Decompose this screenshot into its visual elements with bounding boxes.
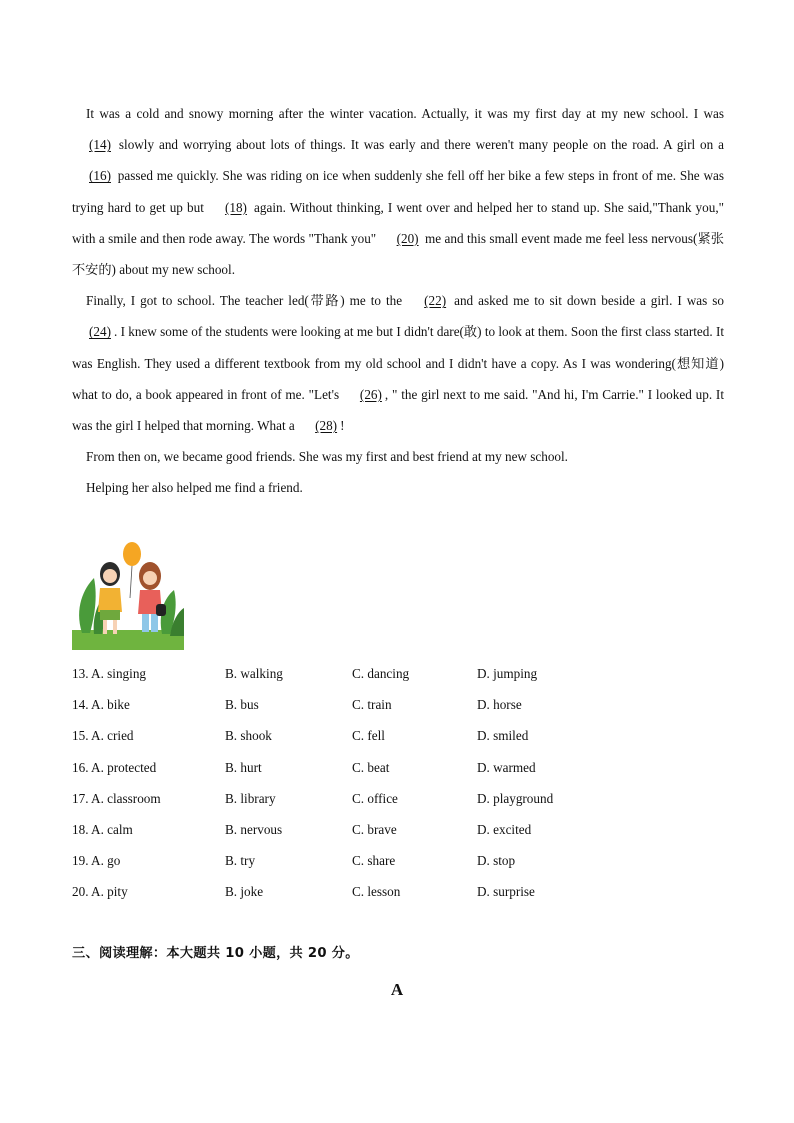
option-c: C. beat: [352, 759, 390, 775]
option-b: B. library: [225, 790, 276, 806]
section-title: A: [390, 980, 404, 999]
option-a: 13. A. singing: [72, 666, 147, 681]
question-row: [72, 658, 672, 689]
question-row: [72, 783, 672, 814]
paragraph-1: [72, 98, 724, 285]
option-c: C. share: [352, 853, 396, 869]
option-a: 14. A. bike: [72, 697, 130, 713]
question-row: [72, 689, 672, 720]
question-row: [72, 752, 672, 783]
option-d: D. excited: [477, 821, 532, 837]
option-d: D. surprise: [477, 884, 535, 900]
paragraph-3: From then on, we became good friends. She was my first and best friend at my new school.: [86, 449, 568, 465]
text: . I knew some of the students were looking at me but I didn't dare(敢) to look at them. Soon the first class started. It was English. They used a different textbook from my old school and I didn't have a copy. As I was wondering(想知道) what to do, a book appeared in front of me. "Let's: [72, 324, 724, 402]
option-c: C. train: [352, 697, 392, 713]
text: again. Without thinking, I went over and helped her to stand up. She said,"Thank you," with a smile and then rode away. The words "Thank you": [72, 199, 724, 246]
text: and asked me to sit down beside a girl. I was so: [449, 293, 725, 309]
blank-18: (18): [224, 199, 247, 215]
question-row: [72, 845, 672, 876]
option-a: 16. A. protected: [72, 759, 157, 775]
option-b: B. shook: [225, 728, 272, 744]
option-a: 18. A. calm: [72, 821, 133, 837]
option-c: C. office: [352, 790, 398, 806]
option-d: D. stop: [477, 853, 516, 869]
text: , " the girl next to me said. "And hi, I'm Carrie." I looked up. It was the girl I helped that morning. What a: [72, 386, 724, 434]
option-b: B. nervous: [225, 821, 283, 837]
option-b: B. try: [225, 853, 256, 869]
option-a: 15. A. cried: [72, 728, 134, 744]
option-b: B. bus: [225, 697, 259, 713]
blank-24: (24): [89, 324, 111, 340]
two-girls-illustration: [72, 538, 184, 650]
option-c: C. dancing: [352, 666, 410, 681]
option-a: 19. A. go: [72, 853, 121, 869]
blank-14: (14): [89, 137, 111, 153]
text: me and this small event made me feel less nervous(紧张不安的) about my new school.: [72, 230, 724, 278]
option-d: D. smiled: [477, 728, 529, 744]
option-d: D. playground: [477, 790, 554, 806]
option-d: D. warmed: [477, 759, 536, 775]
question-row: [72, 876, 672, 907]
blank-28: (28): [315, 418, 338, 434]
text: Finally, I got to school. The teacher led(带路) me to the: [86, 293, 408, 309]
answer-options: [72, 658, 672, 908]
option-d: D. jumping: [477, 666, 538, 681]
text: !: [340, 418, 345, 434]
paragraph-4: Helping her also helped me find a friend.: [86, 480, 303, 496]
option-c: C. brave: [352, 821, 397, 837]
cloze-passage: [72, 98, 724, 504]
option-b: B. hurt: [225, 759, 262, 775]
option-a: 20. A. pity: [72, 884, 128, 900]
blank-22: (22): [424, 293, 447, 309]
option-d: D. horse: [477, 697, 522, 713]
section-heading: 三、阅读理解：本大题共 10 小题，共 20 分。: [72, 946, 359, 961]
text: passed me quickly. She was riding on ice when suddenly she fell off her bike a few steps in front of me. She was trying hard to get up but: [72, 168, 724, 215]
option-c: C. fell: [352, 728, 385, 744]
option-b: B. walking: [225, 666, 283, 681]
question-row: [72, 720, 672, 751]
option-b: B. joke: [225, 884, 264, 900]
option-c: C. lesson: [352, 884, 401, 900]
text: slowly and worrying about lots of things. It was early and there weren't many people on the road. A girl on a: [113, 137, 724, 153]
paragraph-2: [72, 285, 724, 441]
text: It was a cold and snowy morning after the winter vacation. Actually, it was my first day at my new school. I was: [86, 106, 724, 121]
option-a: 17. A. classroom: [72, 790, 161, 806]
blank-16: (16): [89, 168, 111, 184]
blank-26: (26): [359, 386, 382, 402]
blank-20: (20): [396, 230, 419, 246]
question-row: [72, 814, 672, 845]
